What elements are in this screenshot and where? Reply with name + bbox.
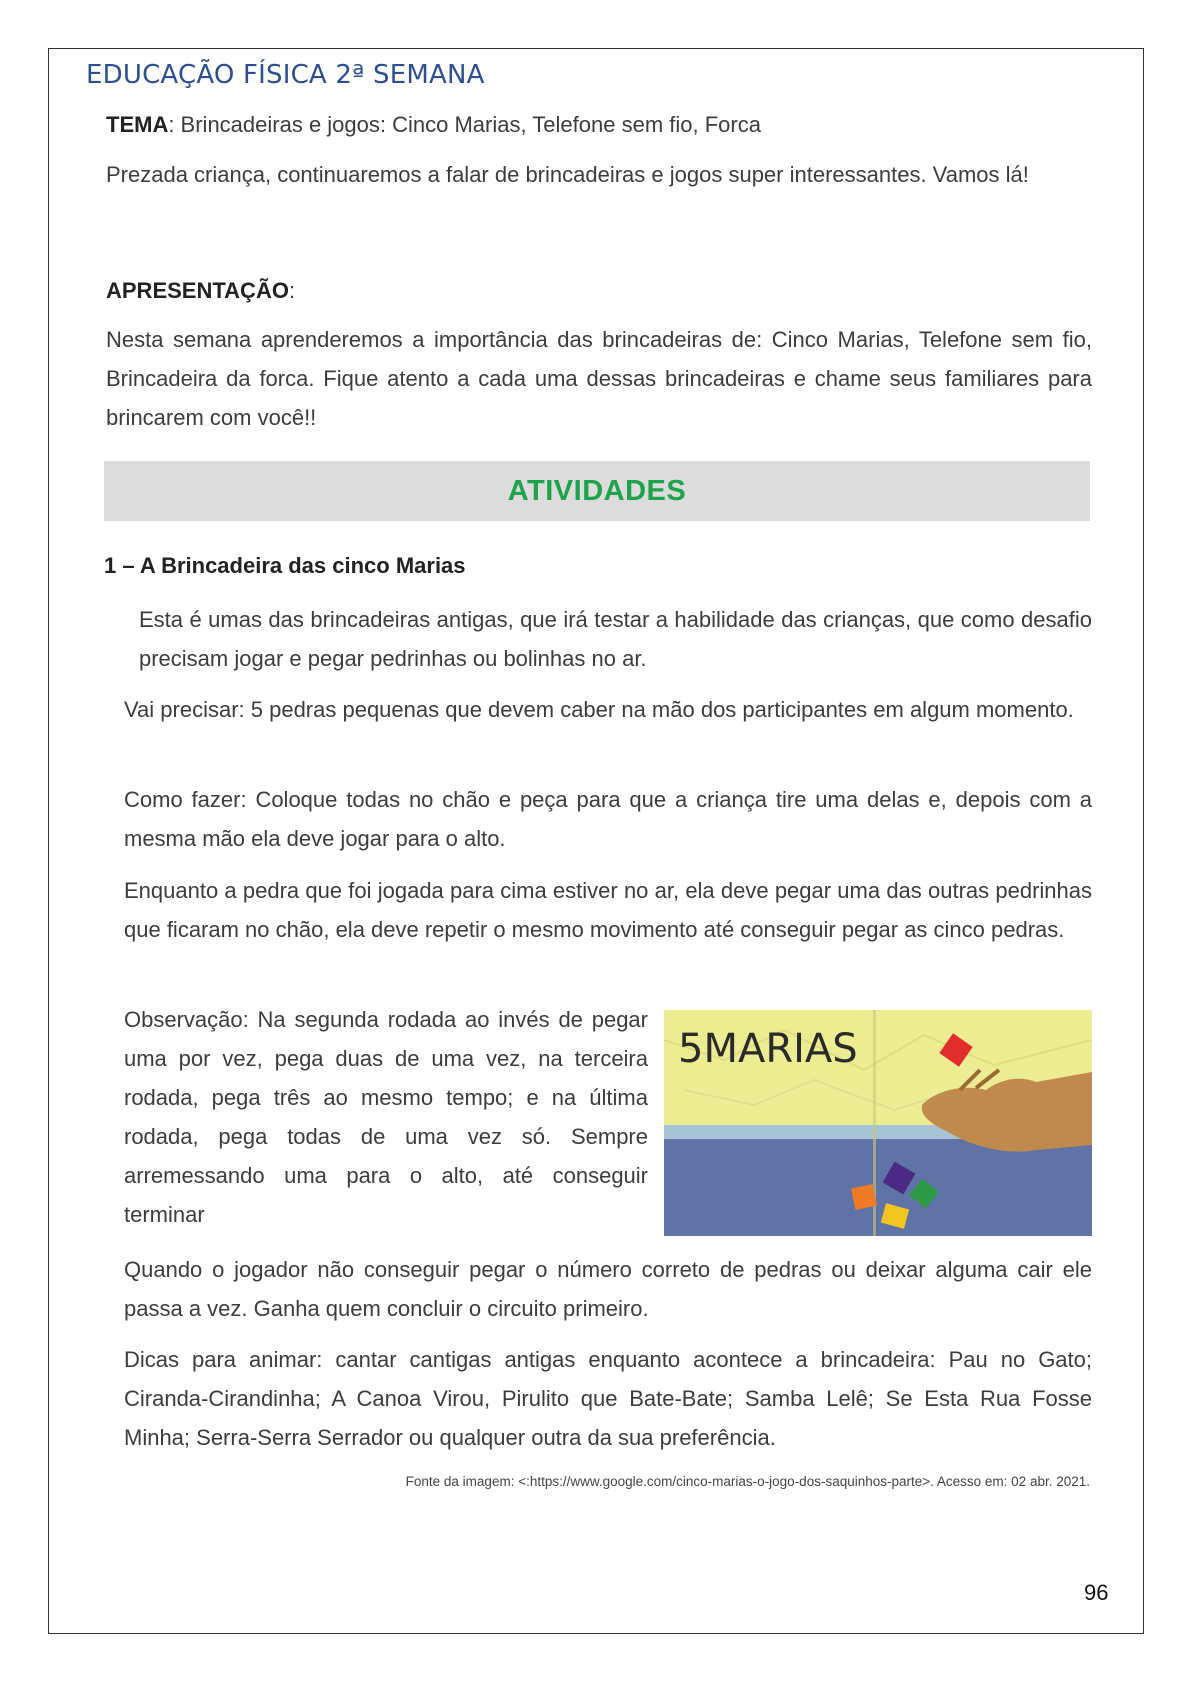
tema-label: TEMA <box>106 112 169 137</box>
section-paragraph-7: Dicas para animar: cantar cantigas antigas enquanto acontece a brincadeira: Pau no Gato; Ciranda-Cirandinha; A Canoa Virou, Pirulito que Bate-Bate; Samba Lelê; Se Esta Rua Fosse Minha; Serra-Serra Serrador ou qualquer outra da sua preferência. <box>124 1347 1092 1450</box>
image-source-caption: Fonte da imagem: <:https://www.google.com/cinco-marias-o-jogo-dos-saquinhos-parte>. Acesso em: 02 abr. 2021. <box>405 1474 1090 1489</box>
tema-line <box>106 105 1096 144</box>
atividades-banner <box>104 461 1090 521</box>
section-paragraph-3: Como fazer: Coloque todas no chão e peça para que a criança tire uma delas e, depois com a mesma mão ela deve jogar para o alto. <box>124 787 1092 851</box>
section-paragraph-1: Esta é umas das brincadeiras antigas, que irá testar a habilidade das crianças, que como desafio precisam jogar e pegar pedrinhas ou bolinhas no ar. <box>139 607 1092 671</box>
section-paragraph-4: Enquanto a pedra que foi jogada para cima estiver no ar, ela deve pegar uma das outras pedrinhas que ficaram no chão, ela deve repetir o mesmo movimento até conseguir pegar as cinco pedras. <box>124 878 1092 942</box>
section-paragraph-2: Vai precisar: 5 pedras pequenas que devem caber na mão dos participantes em algum momento. <box>124 697 1074 722</box>
apresentacao-label: APRESENTAÇÃO <box>106 278 289 303</box>
five-marias-illustration <box>664 1010 1092 1236</box>
section-paragraph-6: Quando o jogador não conseguir pegar o número correto de pedras ou deixar alguma cair ele passa a vez. Ganha quem concluir o circuito primeiro. <box>124 1257 1092 1321</box>
apresentacao-heading <box>106 271 1096 310</box>
apresentacao-suffix: : <box>288 278 296 303</box>
page-header-title: EDUCAÇÃO FÍSICA 2ª SEMANA <box>86 60 485 90</box>
illustration-title: 5MARIAS <box>678 1026 858 1072</box>
section-paragraph-5: Observação: Na segunda rodada ao invés de pegar uma por vez, pega duas de uma vez, na terceira rodada, pega três ao mesmo tempo; e na última rodada, pega todas de uma vez só. Sempre arremessando uma para o alto, até conseguir terminar <box>124 1007 648 1227</box>
intro-paragraph: Prezada criança, continuaremos a falar de brincadeiras e jogos super interessantes. Vamos lá! <box>106 162 1029 187</box>
tema-text: : Brincadeiras e jogos: Cinco Marias, Telefone sem fio, Forca <box>168 112 761 137</box>
atividades-title: ATIVIDADES <box>507 474 687 507</box>
page-number: 96 <box>1084 1580 1109 1605</box>
apresentacao-paragraph: Nesta semana aprenderemos a importância das brincadeiras de: Cinco Marias, Telefone sem fio, Brincadeira da forca. Fique atento a cada uma dessas brincadeiras e chame seus familiares para brincarem com você!! <box>106 327 1092 430</box>
section-title: 1 – A Brincadeira das cinco Marias <box>104 553 466 578</box>
